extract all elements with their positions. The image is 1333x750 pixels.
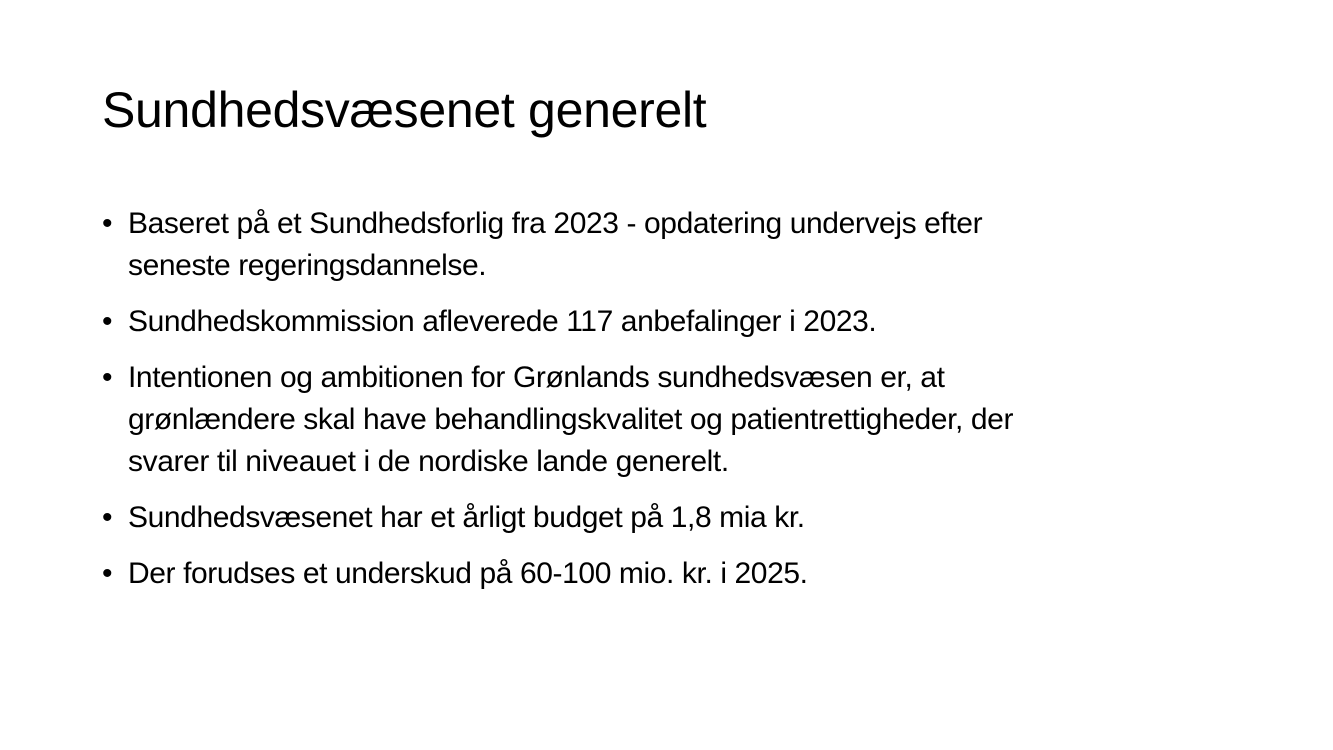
bullet-item [102, 497, 1252, 539]
bullet-dot-icon: • [102, 305, 113, 338]
bullet-text-line: Sundhedsvæsenet har et årligt budget på 1,8 mia kr. [128, 501, 805, 534]
bullet-text-line: svarer til niveauet i de nordiske lande generelt. [128, 445, 729, 478]
bullet-list [102, 203, 1252, 609]
bullet-text-line: seneste regeringsdannelse. [128, 249, 487, 282]
bullet-dot-icon: • [102, 557, 113, 590]
bullet-dot-icon: • [102, 361, 113, 394]
slide-title: Sundhedsvæsenet generelt [102, 82, 707, 138]
bullet-text-line: Baseret på et Sundhedsforlig fra 2023 - opdatering undervejs efter [128, 207, 983, 240]
bullet-text-line: Intentionen og ambitionen for Grønlands sundhedsvæsen er, at [128, 361, 945, 394]
bullet-item [102, 301, 1252, 343]
bullet-item [102, 553, 1252, 595]
bullet-text-line: Der forudses et underskud på 60-100 mio. kr. i 2025. [128, 557, 808, 590]
bullet-dot-icon: • [102, 501, 113, 534]
bullet-dot-icon: • [102, 207, 113, 240]
bullet-text-line: Sundhedskommission afleverede 117 anbefalinger i 2023. [128, 305, 877, 338]
bullet-item [102, 203, 1252, 287]
bullet-item [102, 357, 1252, 483]
bullet-text-line: grønlændere skal have behandlingskvalitet og patientrettigheder, der [128, 403, 1014, 436]
